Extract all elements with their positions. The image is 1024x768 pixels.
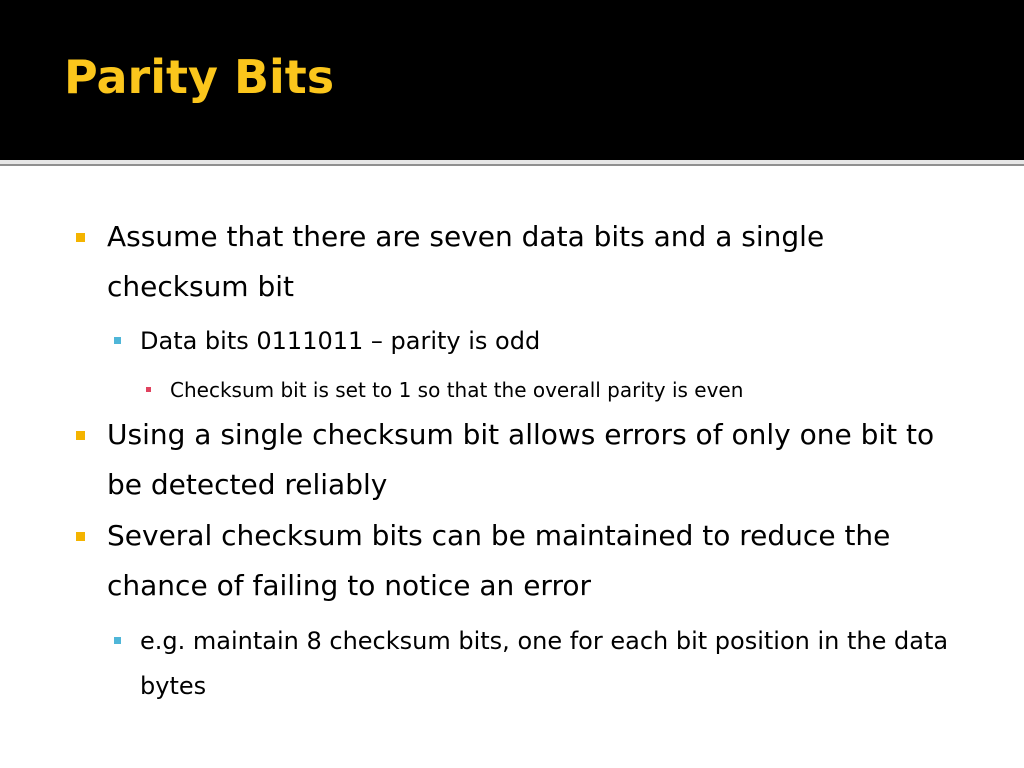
bullet-level-2-example: e.g. maintain 8 checksum bits, one for each bit position in the data bytes — [140, 627, 949, 700]
bullet-level-2-data-bits: Data bits 0111011 – parity is odd — [140, 327, 541, 355]
square-bullet-icon — [114, 637, 121, 644]
square-bullet-icon — [114, 337, 121, 344]
square-bullet-icon — [146, 387, 151, 392]
bullet-level-3-checksum-bit: Checksum bit is set to 1 so that the overall parity is even — [170, 378, 744, 402]
bullet-level-1-single-checksum: Using a single checksum bit allows errors of only one bit to be detected reliably — [107, 418, 935, 501]
square-bullet-icon — [76, 233, 85, 242]
bullet-level-1-assume: Assume that there are seven data bits and a single checksum bit — [107, 220, 825, 303]
square-bullet-icon — [76, 532, 85, 541]
bullet-level-1-several-checksum: Several checksum bits can be maintained to reduce the chance of failing to notice an error — [107, 519, 891, 602]
slide-title: Parity Bits — [64, 50, 335, 104]
square-bullet-icon — [76, 431, 85, 440]
